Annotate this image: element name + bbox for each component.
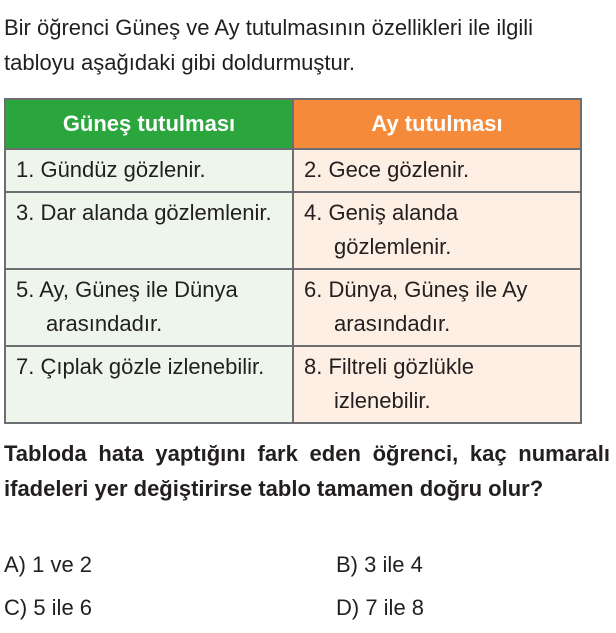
question-text: Tabloda hata yaptığını fark eden öğrenci, kaç numaralı ifadeleri yer değiştirirse tablo tamamen doğru olur? xyxy=(4,441,610,501)
header-gunes-tutulmasi: Güneş tutulması xyxy=(5,99,293,149)
item-6-text: 6. Dünya, Güneş ile Ay arasındadır. xyxy=(304,277,528,336)
option-c[interactable]: C) 5 ile 6 xyxy=(4,595,93,620)
item-8-text: 8. Filtreli gözlükle izlenebilir. xyxy=(304,354,474,413)
table-row xyxy=(5,346,581,423)
cell-item-4 xyxy=(293,192,581,269)
table-row xyxy=(5,192,581,269)
option-a[interactable]: A) 1 ve 2 xyxy=(4,552,93,577)
cell-item-3 xyxy=(5,192,293,269)
option-b[interactable]: B) 3 ile 4 xyxy=(336,552,423,577)
cell-item-5 xyxy=(5,269,293,346)
item-7-text: 7. Çıplak gözle izlenebilir. xyxy=(16,354,265,379)
cell-item-2 xyxy=(293,149,581,192)
cell-item-7 xyxy=(5,346,293,423)
table-header-row xyxy=(5,99,581,149)
cell-item-8 xyxy=(293,346,581,423)
item-1-text: 1. Gündüz gözlenir. xyxy=(16,157,206,182)
item-3-text: 3. Dar alanda gözlemlenir. xyxy=(16,200,272,225)
item-5-text: 5. Ay, Güneş ile Dünya arasındadır. xyxy=(16,277,238,336)
header-ay-tutulmasi: Ay tutulması xyxy=(293,99,581,149)
intro-text: Bir öğrenci Güneş ve Ay tutulmasının özellikleri ile ilgili tabloyu aşağıdaki gibi doldurmuştur. xyxy=(4,15,534,75)
item-4-text: 4. Geniş alanda gözlemlenir. xyxy=(304,200,459,259)
cell-item-6 xyxy=(293,269,581,346)
table-row xyxy=(5,149,581,192)
eclipse-table xyxy=(4,98,582,424)
option-d[interactable]: D) 7 ile 8 xyxy=(336,595,425,620)
table-row xyxy=(5,269,581,346)
item-2-text: 2. Gece gözlenir. xyxy=(304,157,470,182)
cell-item-1 xyxy=(5,149,293,192)
